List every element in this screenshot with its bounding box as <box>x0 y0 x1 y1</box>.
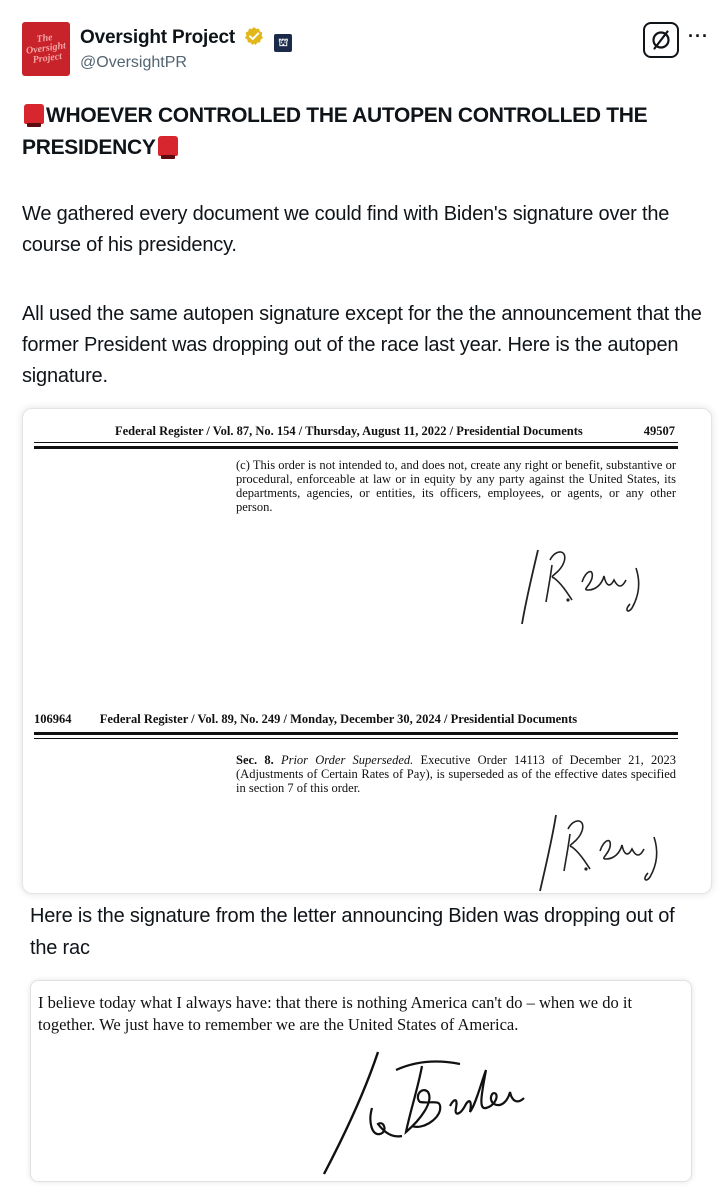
image-caption: Here is the signature from the letter announcing Biden was dropping out of the rac <box>30 905 675 959</box>
display-name-text: Oversight Project <box>80 27 235 48</box>
government-badge-icon: ⛫ <box>274 34 292 52</box>
post-paragraph-1: We gathered every document we could find with Biden's signature over the course of his presidency. <box>22 203 670 256</box>
doc1-header-text: Federal Register / Vol. 87, No. 154 / Thursday, August 11, 2022 / Presidential Documents <box>115 424 583 438</box>
doc2-header-text: Federal Register / Vol. 89, No. 249 / Monday, December 30, 2024 / Presidential Documents <box>99 712 578 726</box>
handle[interactable]: @OversightPR <box>80 54 187 71</box>
autopen-signature-2 <box>530 805 680 895</box>
post-headline <box>22 100 702 164</box>
doc2-body <box>236 753 676 795</box>
doc2-page-number: 106964 <box>34 712 72 726</box>
doc2-rule-thin <box>34 738 678 739</box>
doc1-page-number: 49507 <box>643 424 675 438</box>
doc1-rule <box>34 446 678 449</box>
handwritten-signature <box>310 1040 540 1180</box>
verified-badge-icon <box>244 26 264 52</box>
grok-icon <box>650 29 672 51</box>
autopen-signature-1 <box>510 520 660 630</box>
doc1-header <box>115 424 675 439</box>
letter-body: I believe today what I always have: that there is nothing America can't do – when we do it together. We just have to remember we are the United States of America. <box>38 993 633 1034</box>
avatar-logo-text: The Oversight Project <box>25 32 67 66</box>
siren-icon <box>24 104 44 124</box>
doc2-section: Sec. 8. <box>236 753 274 767</box>
grok-button[interactable] <box>643 22 679 58</box>
doc2-header <box>34 712 654 727</box>
avatar[interactable] <box>22 22 70 76</box>
doc1-body: (c) This order is not intended to, and does not, create any right or benefit, substantive or procedural, enforceable at law or in equity by any party against the United States, its departments, agencies, or entities, its officers, employees, or agents, or any other person. <box>236 458 676 514</box>
post-paragraph-2: All used the same autopen signature except for the the announcement that the former President was dropping out of the race last year. Here is the autopen signature. <box>22 303 702 387</box>
doc2-section-title: Prior Order Superseded. <box>280 753 414 767</box>
headline-text: WHOEVER CONTROLLED THE AUTOPEN CONTROLLED THE PRESIDENCY <box>22 104 648 159</box>
display-name[interactable] <box>80 26 292 52</box>
more-options-button[interactable]: ··· <box>688 26 709 46</box>
doc1-rule-thin <box>34 442 678 443</box>
doc2-body-text: Executive Order 14113 of December 21, 2023 (Adjustments of Certain Rates of Pay), is superseded as of the effective dates specified in section 7 of this order. <box>236 753 676 795</box>
siren-icon <box>158 136 178 156</box>
doc2-rule <box>34 732 678 735</box>
